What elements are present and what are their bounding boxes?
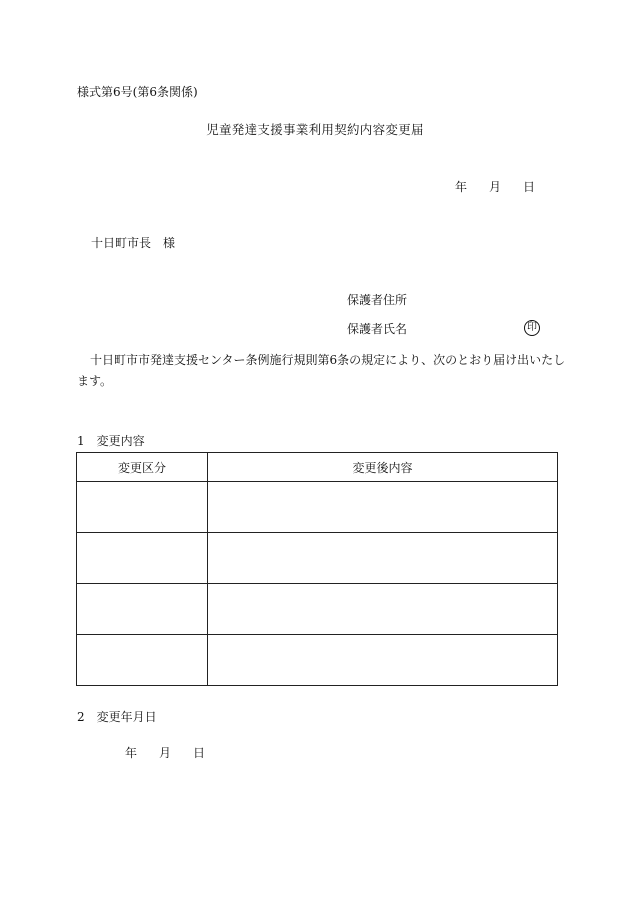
form-number: 様式第6号(第6条関係) <box>77 85 198 99</box>
change-category-cell[interactable] <box>77 533 208 584</box>
change-date-day-label: 日 <box>193 746 206 760</box>
table-row <box>77 584 558 635</box>
body-text: 十日町市市発達支援センター条例施行規則第6条の規定により、次のとおり届け出いたします。 <box>77 353 566 388</box>
changes-table <box>76 452 558 686</box>
new-content-cell[interactable] <box>208 635 558 686</box>
table-row <box>77 482 558 533</box>
addressee: 十日町市長 様 <box>91 236 176 250</box>
guardian-name-label: 保護者氏名 <box>347 322 408 336</box>
submission-date <box>455 181 535 193</box>
header-new-content: 変更後内容 <box>208 453 558 482</box>
new-content-cell[interactable] <box>208 533 558 584</box>
section2-heading: 2 変更年月日 <box>77 710 157 724</box>
change-category-cell[interactable] <box>77 635 208 686</box>
date-month-label: 月 <box>489 180 502 194</box>
table-header-row <box>77 453 558 482</box>
change-category-cell[interactable] <box>77 482 208 533</box>
change-category-cell[interactable] <box>77 584 208 635</box>
new-content-cell[interactable] <box>208 482 558 533</box>
change-date-month-label: 月 <box>159 746 172 760</box>
change-date-year-label: 年 <box>125 746 138 760</box>
date-year-label: 年 <box>455 180 468 194</box>
section1-heading: 1 変更内容 <box>77 434 145 448</box>
new-content-cell[interactable] <box>208 584 558 635</box>
change-date <box>125 747 205 759</box>
guardian-address-label: 保護者住所 <box>347 293 408 307</box>
header-change-category: 変更区分 <box>77 453 208 482</box>
document-title: 児童発達支援事業利用契約内容変更届 <box>206 122 424 137</box>
table-row <box>77 533 558 584</box>
date-day-label: 日 <box>523 180 536 194</box>
table-row <box>77 635 558 686</box>
seal-mark: 印 <box>524 320 540 336</box>
